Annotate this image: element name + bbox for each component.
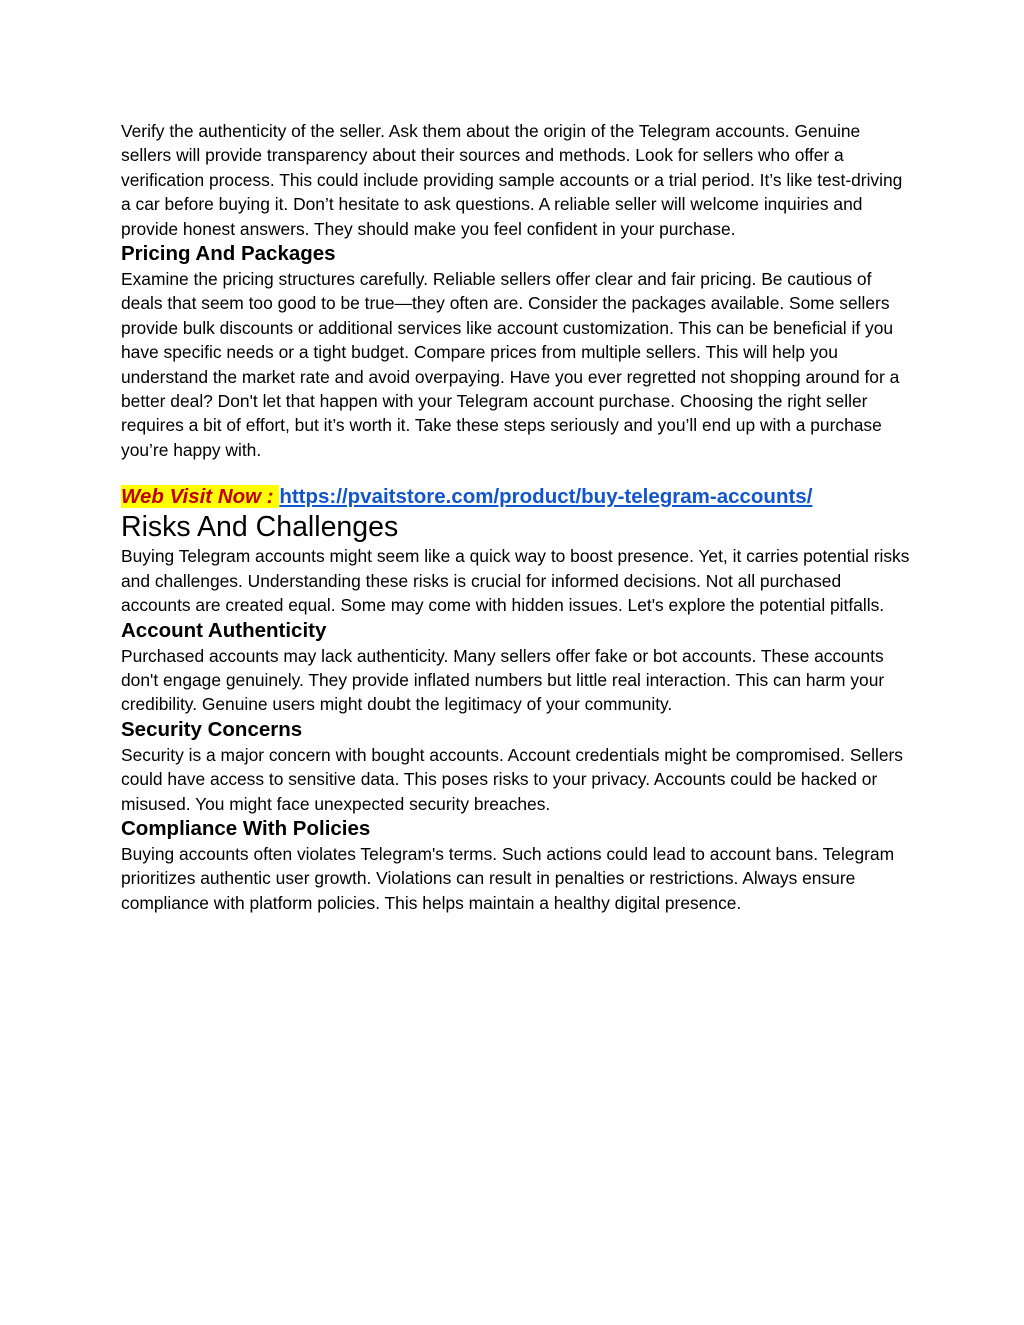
- compliance-paragraph: Buying accounts often violates Telegram's terms. Such actions could lead to account bans. Telegram prioritizes authentic user growth. Violations can result in penalties or restrictions. Always ensure compliance with platform policies. This helps maintain a healthy digital presence.: [121, 843, 895, 913]
- document-page: [121, 119, 911, 915]
- visit-link[interactable]: https://pvaitstore.com/product/buy-telegram-accounts/: [279, 485, 813, 509]
- authenticity-paragraph: Purchased accounts may lack authenticity. Many sellers offer fake or bot accounts. These accounts don't engage genuinely. They provide inflated numbers but little real interaction. This can harm your credibility. Genuine users might doubt the legitimacy of your community.: [121, 645, 885, 715]
- risks-heading: Risks And Challenges: [121, 511, 399, 544]
- pricing-heading: Pricing And Packages: [121, 242, 336, 266]
- visit-label: Web Visit Now :: [121, 485, 280, 509]
- security-heading: Security Concerns: [121, 717, 303, 741]
- visit-line: [121, 484, 911, 510]
- pricing-paragraph: Examine the pricing structures carefully. Reliable sellers offer clear and fair pricing. Be cautious of deals that seem too good to be true—they often are. Consider the packages available. Some sellers provide bulk discounts or additional services like account customization. This can be beneficial if you have specific needs or a tight budget. Compare prices from multiple sellers. This will help you understand the market rate and avoid overpaying. Have you ever regretted not shopping around for a better deal? Don't let that happen with your Telegram account purchase. Choosing the right seller requires a bit of effort, but it’s worth it. Take these steps seriously and you’ll end up with a purchase you’re happy with.: [121, 269, 900, 460]
- risks-paragraph: Buying Telegram accounts might seem like a quick way to boost presence. Yet, it carries potential risks and challenges. Understanding these risks is crucial for informed decisions. Not all purchased accounts are created equal. Some may come with hidden issues. Let's explore the potential pitfalls.: [121, 546, 910, 616]
- authenticity-heading: Account Authenticity: [121, 618, 327, 642]
- security-paragraph: Security is a major concern with bought accounts. Account credentials might be compromised. Sellers could have access to sensitive data. This poses risks to your privacy. Accounts could be hacked or misused. You might face unexpected security breaches.: [121, 744, 903, 814]
- intro-paragraph: Verify the authenticity of the seller. Ask them about the origin of the Telegram accounts. Genuine sellers will provide transparency about their sources and methods. Look for sellers who offer a verification process. This could include providing sample accounts or a trial period. It’s like test-driving a car before buying it. Don’t hesitate to ask questions. A reliable seller will welcome inquiries and provide honest answers. They should make you feel confident in your purchase.: [121, 121, 903, 239]
- compliance-heading: Compliance With Policies: [121, 816, 371, 840]
